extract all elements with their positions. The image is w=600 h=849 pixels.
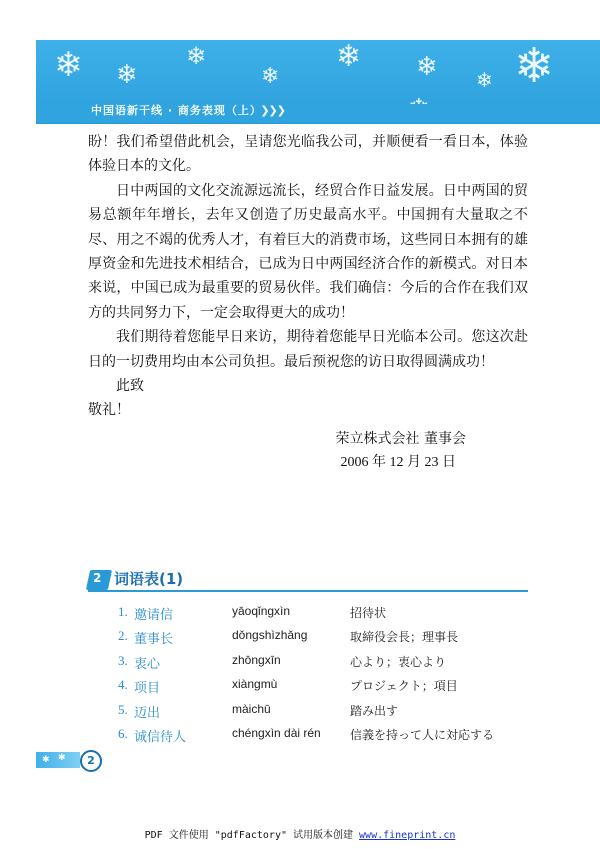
snowflake-icon: ❄ [186, 42, 207, 70]
letter-body [88, 130, 528, 476]
vocab-list [118, 600, 538, 746]
vocab-translation: 信義を持って人に対応する [350, 727, 495, 742]
vocab-word: 邀请信 [134, 608, 174, 623]
letter-salute: 敬礼！ [88, 402, 130, 419]
vocab-word: 项目 [134, 681, 161, 697]
vocab-number: 1. [118, 604, 128, 619]
vocab-pinyin: zhōngxīn [232, 652, 281, 667]
vocab-item [118, 600, 538, 624]
snowflake-icon: ✱ [58, 753, 66, 763]
chevron-right-icon: ❯❯❯ [260, 104, 285, 117]
vocab-number: 2. [118, 628, 128, 644]
letter-date: 2006 年 12 月 23 日 [340, 455, 456, 471]
vocab-heading [88, 566, 528, 592]
vocab-pinyin: xiàngmù [232, 677, 278, 692]
vocab-pinyin: dǒngshìzhǎng [232, 628, 308, 643]
snowflake-icon: ❄ [514, 40, 555, 94]
vocab-item [118, 722, 538, 746]
vocab-number: 4. [118, 677, 128, 693]
snowflake-icon: ❄ [54, 45, 83, 85]
snowflake-icon: ❄ [416, 52, 438, 82]
vocab-number: 6. [118, 725, 128, 741]
vocab-number: 3. [118, 652, 128, 668]
vocab-item [118, 698, 538, 722]
heading-rule [88, 590, 528, 592]
vocab-translation: 心より；衷心より [350, 654, 447, 669]
section-badge-number: 2 [93, 571, 102, 585]
vocab-translation: 踏み出す [350, 703, 399, 718]
vocab-word: 迈出 [134, 705, 161, 721]
vocab-word: 诚信待人 [134, 729, 187, 745]
vocab-word: 董事长 [134, 632, 174, 648]
vocab-number: 5. [118, 701, 128, 717]
vocab-word: 衷心 [134, 656, 161, 672]
watermark-text: PDF 文件使用 "pdfFactory" 试用版本创建 [144, 830, 360, 841]
snowflake-icon: ❄ [116, 60, 138, 90]
snowflake-icon: ❄ [261, 64, 280, 89]
letter-paragraph: 盼！我们希望借此机会，呈请您光临我公司，并顺便看一看日本，体验体验日本的文化。 [88, 134, 528, 175]
watermark-link[interactable]: www.fineprint.cn [359, 830, 456, 841]
header-banner [36, 40, 600, 124]
vocab-item [118, 649, 538, 673]
vocab-title: 词语表(1) [114, 570, 184, 588]
vocab-item [118, 673, 538, 697]
letter-signature: 荣立株式会社 董事会 [335, 430, 466, 447]
snowflake-icon: ❄ [476, 68, 493, 92]
series-title [91, 102, 285, 118]
vocab-pinyin: yāoqǐngxìn [232, 604, 291, 618]
letter-closing: 此致 [116, 378, 144, 395]
vocab-translation: 取締役会長；理事長 [350, 630, 459, 645]
page-number: 2 [80, 750, 102, 772]
pdf-watermark [0, 826, 600, 841]
footer-bar [36, 752, 80, 768]
letter-paragraph: 日中两国的文化交流源远流长，经贸合作日益发展。日中两国的贸易总额年年增长，去年又创造了历史最高水平。中国拥有大量取之不尽、用之不竭的优秀人才，有着巨大的消费市场，这些同日本拥有的雄厚资金和先进技术相结合，已成为日中两国经济合作的新模式。对日本来说，中国已成为最重要的贸易伙伴。我们确信：今后的合作在我们双方的共同努力下，一定会取得更大的成功！ [88, 182, 528, 321]
snowflake-icon: ✱ [42, 755, 50, 765]
vocab-translation: 招待状 [350, 606, 387, 620]
vocab-pinyin: màichū [232, 701, 271, 716]
series-title-text: 中国语新干线 · 商务表现（上） [91, 104, 257, 117]
vocab-item [118, 624, 538, 648]
vocab-pinyin: chéngxìn dài rén [232, 725, 321, 740]
vocab-translation: プロジェクト；項目 [350, 679, 458, 694]
letter-paragraph: 我们期待着您能早日来访，期待着您能早日光临本公司。您这次赴日的一切费用均由本公司负担。最后预祝您的访日取得圆满成功！ [88, 329, 528, 370]
snowflake-icon: ❄ [336, 40, 362, 74]
